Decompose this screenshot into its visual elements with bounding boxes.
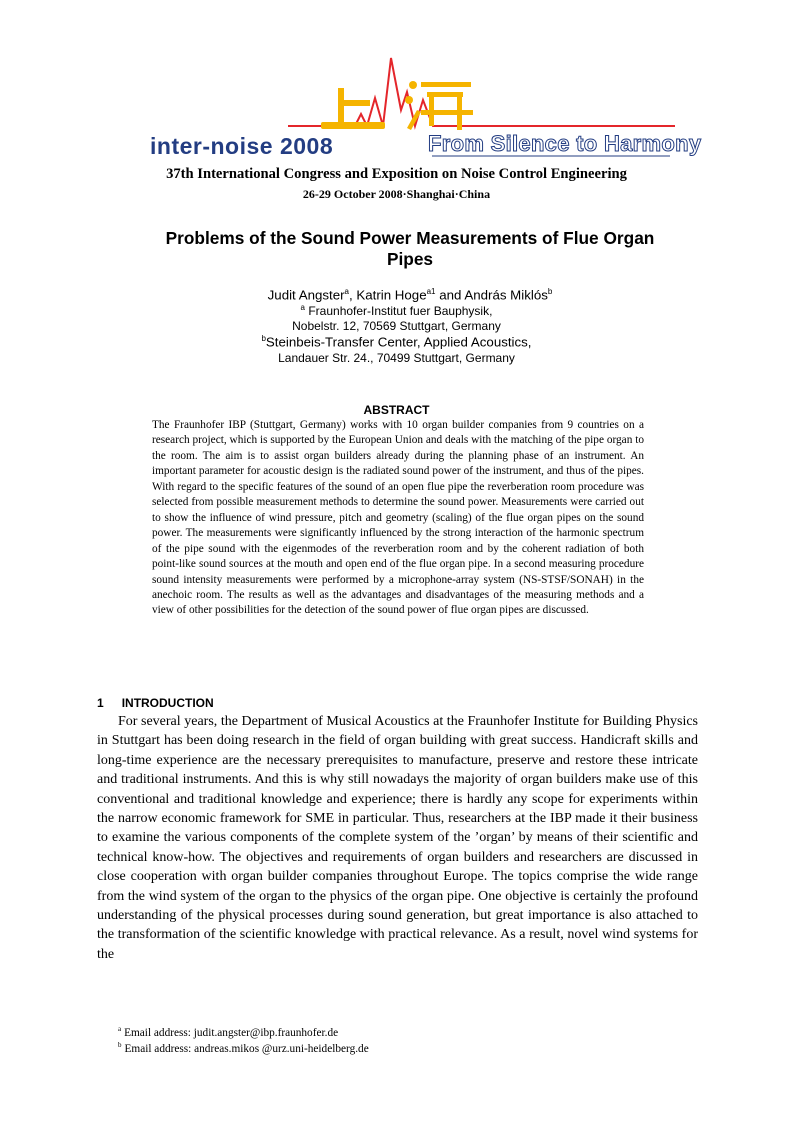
- section-title: INTRODUCTION: [121, 696, 214, 710]
- affiliation-b-line1: $^b$Steinbeis-Transfer Center, Applied Acoustics,: [261, 334, 532, 350]
- affiliation-a-line2: Nobelstr. 12, 70569 Stuttgart, Germany: [292, 319, 501, 333]
- paper-title: [130, 228, 690, 270]
- paper-title-line1: Problems of the Sound Power Measurements of Flue Organ: [165, 228, 655, 248]
- affiliation-b-line2: Landauer Str. 24., 70499 Stuttgart, Germany: [278, 351, 515, 365]
- abstract-heading: ABSTRACT: [363, 403, 430, 417]
- author-name: András Miklós: [464, 287, 548, 303]
- abstract-text: The Fraunhofer IBP (Stuttgart, Germany) works with 10 organ builder companies from 9 countries on a research project, which is supported by the European Union and deals with the matching of the pipe organ to the room. The aim is to assist organ builders already during the planning phase of an instrument. An important parameter for acoustic design is the radiated sound power of the instrument, and thus of the pipes. With regard to the specific features of the sound of an open flue pipe the reverberation room procedure was selected from possible measurement methods to determine the sound power. Measurements were carried out to show the influence of wind pressure, pitch and geometry (scaling) of the flue organ pipes on the sound power. The measurements were significantly influenced by the strong interaction of the harmonic spectrum of the pipe sound with the eigenmodes of the reverberation room and by the coherent radiation of both point-like sound sources at the mouth and open end of the flue organ pipe. In a second measuring procedure sound intensity measurements were performed by a microphone-array system (NS-STSF/SONAH) in the anechoic room. The results as well as the advantages and disadvantages of the measuring methods and a view of other possibilities for the detection of the sound power of flue organ pipes are discussed.: [152, 419, 644, 617]
- logo-title: inter-noise 2008: [150, 133, 334, 159]
- author-sup: a: [344, 287, 349, 296]
- logo-pulse-line: [288, 58, 675, 126]
- introduction-text: For several years, the Department of Musical Acoustics at the Fraunhofer Institute for Building Physics in Stuttgart has been doing research in the field of organ building with great success. Handicraft skills and long-time experience are the necessary prerequisites to manufacture, preserve and restore these intricate and traditional instruments. And this is why still nowadays the majority of organ builders make use of this conventional and traditional knowledge and experience; there is hardly any scope for experiments within the narrow economic framework for SME in particular. Thus, researchers at the IBP made it their business to examine the various components of the complete system of the ’organ’ by means of their scientific and technical know-how. The objectives and requirements of organ builders and researchers are discussed in close cooperation with organ builder companies throughout Europe. The topics comprise the wide range from the wind system of the organ to the physics of the organ pipe. One objective is certainly the profound understanding of the physical processes during sound generation, but great importance is also attached to the transformation of the scientific knowledge with practical relevance. As a result, novel wind systems for the: [97, 714, 698, 962]
- logo-slogan: From Silence to Harmony: [428, 131, 702, 156]
- section-heading: [97, 696, 214, 710]
- author-name: Katrin Hoge: [356, 287, 427, 303]
- author-list: Judit Angster$^a$, Katrin Hoge$^{a1}$ and András Miklós$^b$: [267, 287, 553, 303]
- footnote-b: $^b$ Email address: andreas.mikos @urz.uni-heidelberg.de: [118, 1041, 369, 1055]
- author-sup: a1: [426, 287, 436, 296]
- congress-title: 37th International Congress and Exposition on Noise Control Engineering: [166, 166, 627, 182]
- author-sup: b: [547, 287, 553, 296]
- section-number: 1: [97, 696, 104, 710]
- affiliation-sup: a: [300, 303, 305, 312]
- paper-title-line2: Pipes: [386, 249, 434, 269]
- footnote-a: $^a$ Email address: judit.angster@ibp.fraunhofer.de: [118, 1025, 339, 1039]
- congress-dates: 26-29 October 2008·Shanghai·China: [302, 187, 491, 201]
- author-name: Judit Angster: [267, 287, 345, 303]
- affiliation-sup: b: [261, 334, 266, 343]
- author-conjunction: and: [439, 287, 462, 303]
- affiliation-a-line1: $^a$ Fraunhofer-Institut fuer Bauphysik,: [300, 303, 493, 318]
